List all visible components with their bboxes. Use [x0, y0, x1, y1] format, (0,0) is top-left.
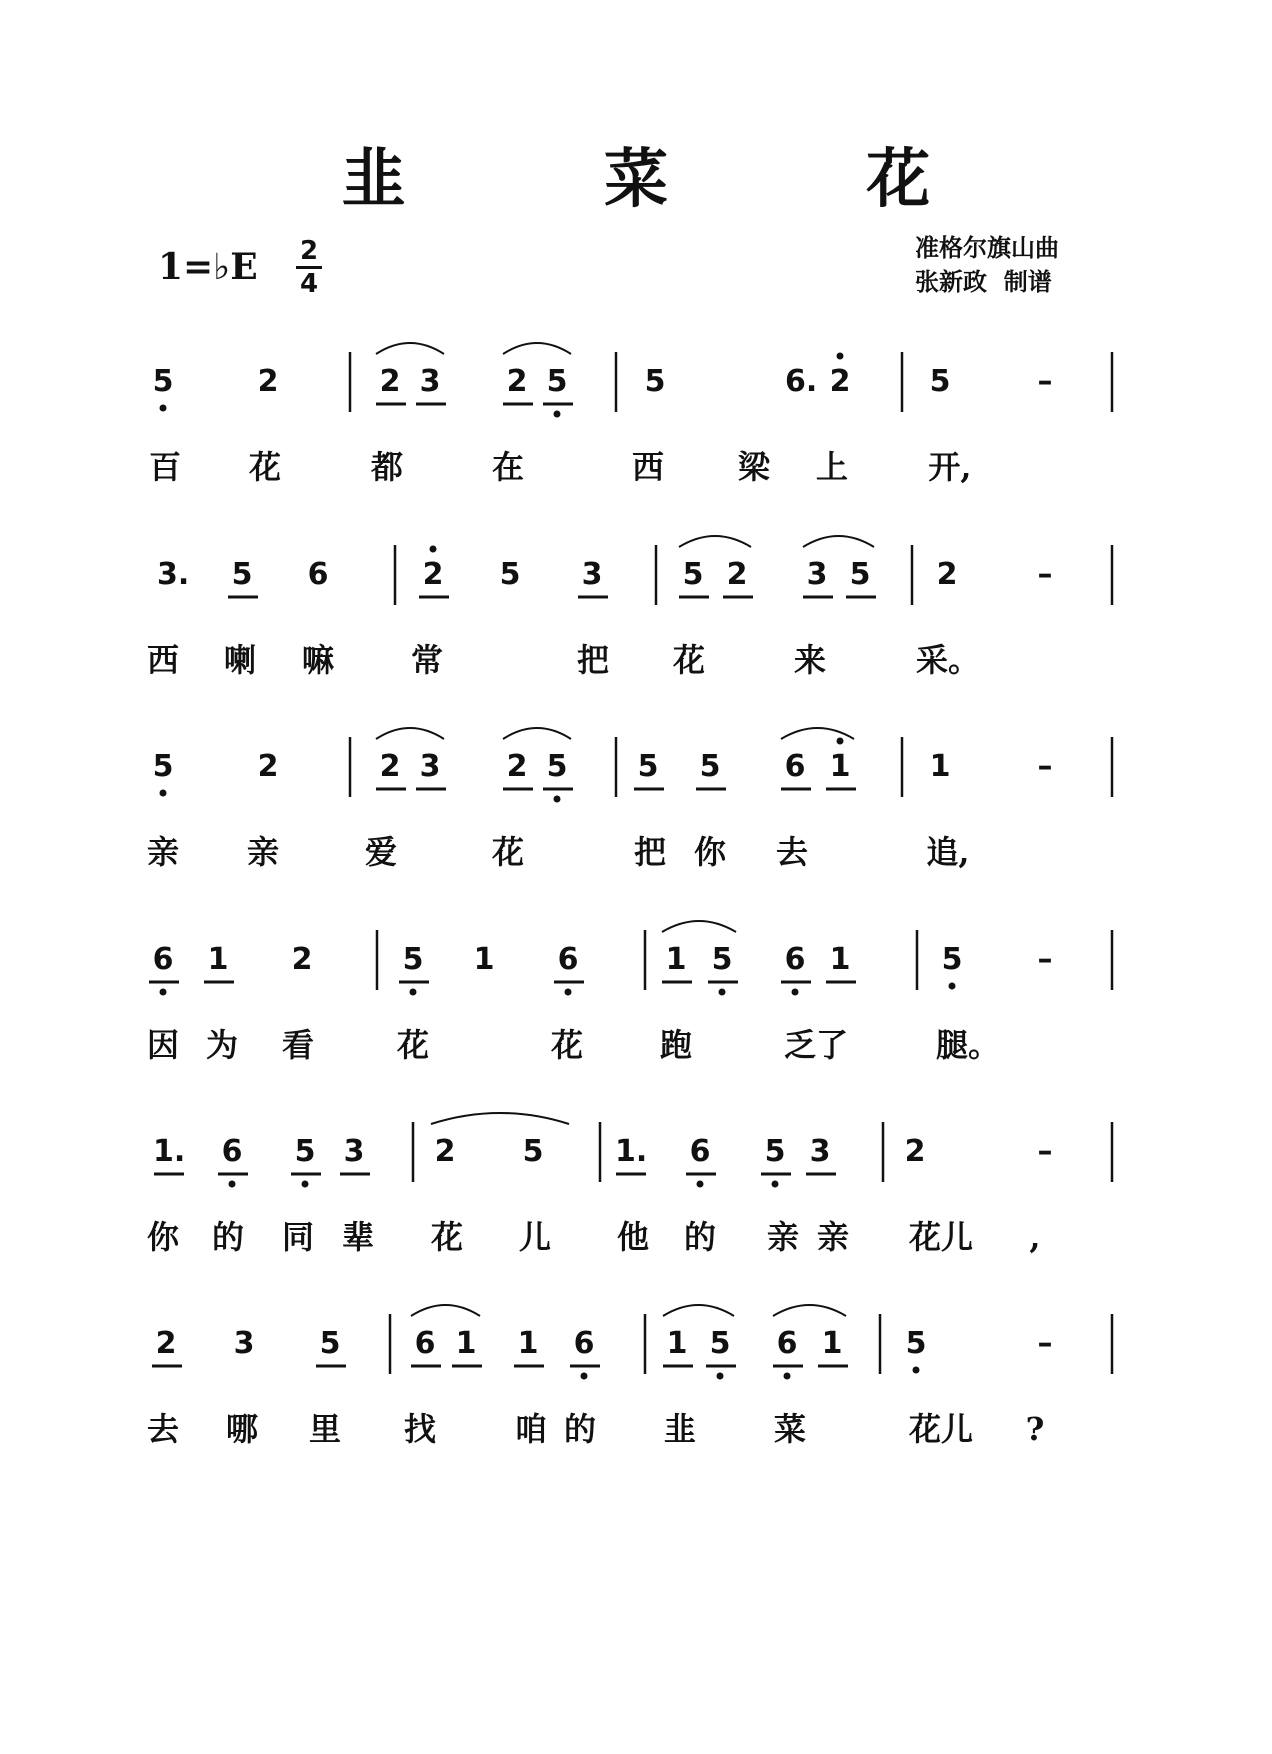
lyric-syllable: 西: [631, 448, 664, 486]
lyric-syllable: 亲: [816, 1218, 849, 1256]
lyric-syllable: 来: [793, 641, 826, 679]
lyric-syllable: 在: [491, 448, 524, 486]
slur-arc: [663, 1305, 734, 1316]
low-octave-dot: [160, 405, 167, 412]
lyric-syllable: 菜: [773, 1410, 806, 1448]
note: 1: [665, 942, 687, 977]
note: –: [1037, 557, 1053, 592]
note: 5: [905, 1326, 927, 1361]
lyric-syllable: 梁: [737, 448, 770, 486]
note: –: [1037, 1134, 1053, 1169]
note: –: [1037, 942, 1053, 977]
note: 2: [291, 942, 313, 977]
lyric-syllable: 看: [281, 1026, 314, 1064]
slur-arc: [781, 728, 854, 739]
lyric-syllable: 亲: [766, 1218, 799, 1256]
slur-arc: [376, 728, 444, 739]
lyric-syllable: 采。: [915, 641, 980, 679]
slur-arc: [803, 536, 874, 547]
note: 3: [809, 1134, 831, 1169]
note: 5: [522, 1134, 544, 1169]
time-denominator: 4: [299, 269, 319, 299]
note: 1: [666, 1326, 688, 1361]
lyric-syllable: 找: [403, 1410, 436, 1448]
lyric-syllable: 常: [410, 641, 443, 679]
note: 2: [904, 1134, 926, 1169]
note: 6: [784, 749, 806, 784]
lyric-syllable: 跑: [659, 1026, 692, 1064]
lyric-syllable: 都: [370, 448, 403, 486]
note: 1: [473, 942, 495, 977]
low-octave-dot: [410, 989, 417, 996]
note: 5: [319, 1326, 341, 1361]
high-octave-dot: [430, 546, 437, 553]
lyric-syllable: 开,: [928, 448, 972, 486]
note: 2: [155, 1326, 177, 1361]
lyric-syllable: 哪: [225, 1410, 258, 1448]
note: 5: [294, 1134, 316, 1169]
note: 6: [414, 1326, 436, 1361]
note: 5: [764, 1134, 786, 1169]
lyric-syllable: 追,: [926, 833, 970, 871]
note: 6: [307, 557, 329, 592]
note: 1.: [153, 1134, 186, 1169]
low-octave-dot: [792, 989, 799, 996]
note: 6: [784, 942, 806, 977]
low-octave-dot: [581, 1373, 588, 1380]
note: 5: [929, 364, 951, 399]
note: 3.: [157, 557, 190, 592]
note: 5: [546, 749, 568, 784]
note: 5: [849, 557, 871, 592]
note: 5: [152, 749, 174, 784]
note: 6: [221, 1134, 243, 1169]
time-numerator: 2: [299, 236, 319, 266]
low-octave-dot: [697, 1181, 704, 1188]
note: 2: [434, 1134, 456, 1169]
note: 6: [776, 1326, 798, 1361]
note: 5: [682, 557, 704, 592]
slur-arc: [773, 1305, 846, 1316]
song-title: 韭 菜 花: [341, 142, 1019, 217]
composer-credit: 准格尔旗山曲: [915, 233, 1059, 262]
note: –: [1037, 749, 1053, 784]
lyric-syllable: 爱: [364, 833, 397, 871]
note: 6: [573, 1326, 595, 1361]
lyric-syllable: 花: [672, 641, 705, 679]
lyric-syllable: 花儿: [908, 1218, 973, 1256]
lyric-syllable: 嘛: [301, 641, 334, 679]
note: 1: [821, 1326, 843, 1361]
note: 5: [644, 364, 666, 399]
lyric-syllable: 儿: [518, 1218, 551, 1256]
lyric-syllable: 的: [563, 1410, 596, 1448]
low-octave-dot: [160, 989, 167, 996]
note: 2: [829, 364, 851, 399]
note: 5: [711, 942, 733, 977]
high-octave-dot: [837, 738, 844, 745]
note: 1: [517, 1326, 539, 1361]
note: 3: [419, 749, 441, 784]
lyric-syllable: 花: [396, 1026, 429, 1064]
lyric-syllable: 为: [205, 1026, 238, 1064]
lyric-syllable: 里: [308, 1410, 341, 1448]
note: 6: [152, 942, 174, 977]
lyric-syllable: 上: [815, 448, 848, 486]
lyric-syllable: 喇: [223, 641, 256, 679]
note: 3: [581, 557, 603, 592]
lyric-syllable: 去: [775, 833, 808, 871]
note: 5: [709, 1326, 731, 1361]
note: 5: [699, 749, 721, 784]
note: –: [1037, 364, 1053, 399]
slur-arc: [503, 343, 571, 354]
note: 5: [499, 557, 521, 592]
lyric-syllable: 辈: [341, 1218, 374, 1256]
slur-arc: [662, 921, 736, 932]
lyric-syllable: ?: [1025, 1410, 1045, 1448]
note: 5: [637, 749, 659, 784]
lyric-syllable: 花儿: [908, 1410, 973, 1448]
lyric-syllable: 亲: [146, 833, 179, 871]
lyric-syllable: ,: [1029, 1218, 1041, 1256]
note: 3: [233, 1326, 255, 1361]
note: 2: [936, 557, 958, 592]
note: 1: [455, 1326, 477, 1361]
low-octave-dot: [565, 989, 572, 996]
lyric-syllable: 你: [693, 833, 726, 871]
lyric-syllable: 的: [683, 1218, 716, 1256]
low-octave-dot: [554, 796, 561, 803]
lyric-syllable: 因: [146, 1026, 179, 1064]
note: 6: [689, 1134, 711, 1169]
note: 1.: [615, 1134, 648, 1169]
lyric-syllable: 韭: [663, 1410, 696, 1448]
slur-arc: [411, 1305, 480, 1316]
low-octave-dot: [554, 411, 561, 418]
note: 5: [402, 942, 424, 977]
lyric-syllable: 花: [550, 1026, 583, 1064]
note: 1: [829, 749, 851, 784]
note: 2: [379, 749, 401, 784]
arranger-credit: 张新政 制谱: [915, 267, 1052, 296]
slur-arc: [431, 1113, 569, 1124]
lyric-syllable: 把: [633, 833, 666, 871]
key-signature: 1=♭E: [158, 246, 258, 288]
lyric-syllable: 腿。: [935, 1026, 1000, 1064]
lyric-syllable: 花: [430, 1218, 463, 1256]
note: 5: [546, 364, 568, 399]
lyric-syllable: 了: [815, 1026, 848, 1064]
lyric-syllable: 百: [148, 448, 181, 486]
note: 1: [829, 942, 851, 977]
lyric-syllable: 亲: [246, 833, 279, 871]
note: 2: [257, 749, 279, 784]
lyric-syllable: 去: [146, 1410, 179, 1448]
note: 2: [506, 364, 528, 399]
lyric-syllable: 的: [211, 1218, 244, 1256]
note: 2: [506, 749, 528, 784]
note: 1: [929, 749, 951, 784]
slur-arc: [503, 728, 571, 739]
note: 6: [557, 942, 579, 977]
low-octave-dot: [913, 1367, 920, 1374]
note: 1: [207, 942, 229, 977]
lyric-syllable: 把: [576, 641, 609, 679]
note: 5: [152, 364, 174, 399]
slur-arc: [679, 536, 751, 547]
note: 3: [343, 1134, 365, 1169]
low-octave-dot: [784, 1373, 791, 1380]
low-octave-dot: [160, 790, 167, 797]
low-octave-dot: [949, 983, 956, 990]
note: 2: [422, 557, 444, 592]
note: 6.: [785, 364, 818, 399]
note: 2: [379, 364, 401, 399]
note: –: [1037, 1326, 1053, 1361]
low-octave-dot: [717, 1373, 724, 1380]
note: 5: [941, 942, 963, 977]
lyric-syllable: 咱: [514, 1410, 547, 1448]
low-octave-dot: [302, 1181, 309, 1188]
low-octave-dot: [229, 1181, 236, 1188]
lyric-syllable: 花: [491, 833, 524, 871]
high-octave-dot: [837, 353, 844, 360]
low-octave-dot: [719, 989, 726, 996]
lyric-syllable: 乏: [783, 1026, 816, 1064]
note: 5: [231, 557, 253, 592]
slur-arc: [376, 343, 444, 354]
lyric-syllable: 他: [616, 1218, 649, 1256]
note: 2: [257, 364, 279, 399]
lyric-syllable: 西: [146, 641, 179, 679]
lyric-syllable: 花: [248, 448, 281, 486]
lyric-syllable: 同: [281, 1218, 314, 1256]
note: 2: [726, 557, 748, 592]
note: 3: [419, 364, 441, 399]
lyric-syllable: 你: [146, 1218, 179, 1256]
note: 3: [806, 557, 828, 592]
low-octave-dot: [772, 1181, 779, 1188]
